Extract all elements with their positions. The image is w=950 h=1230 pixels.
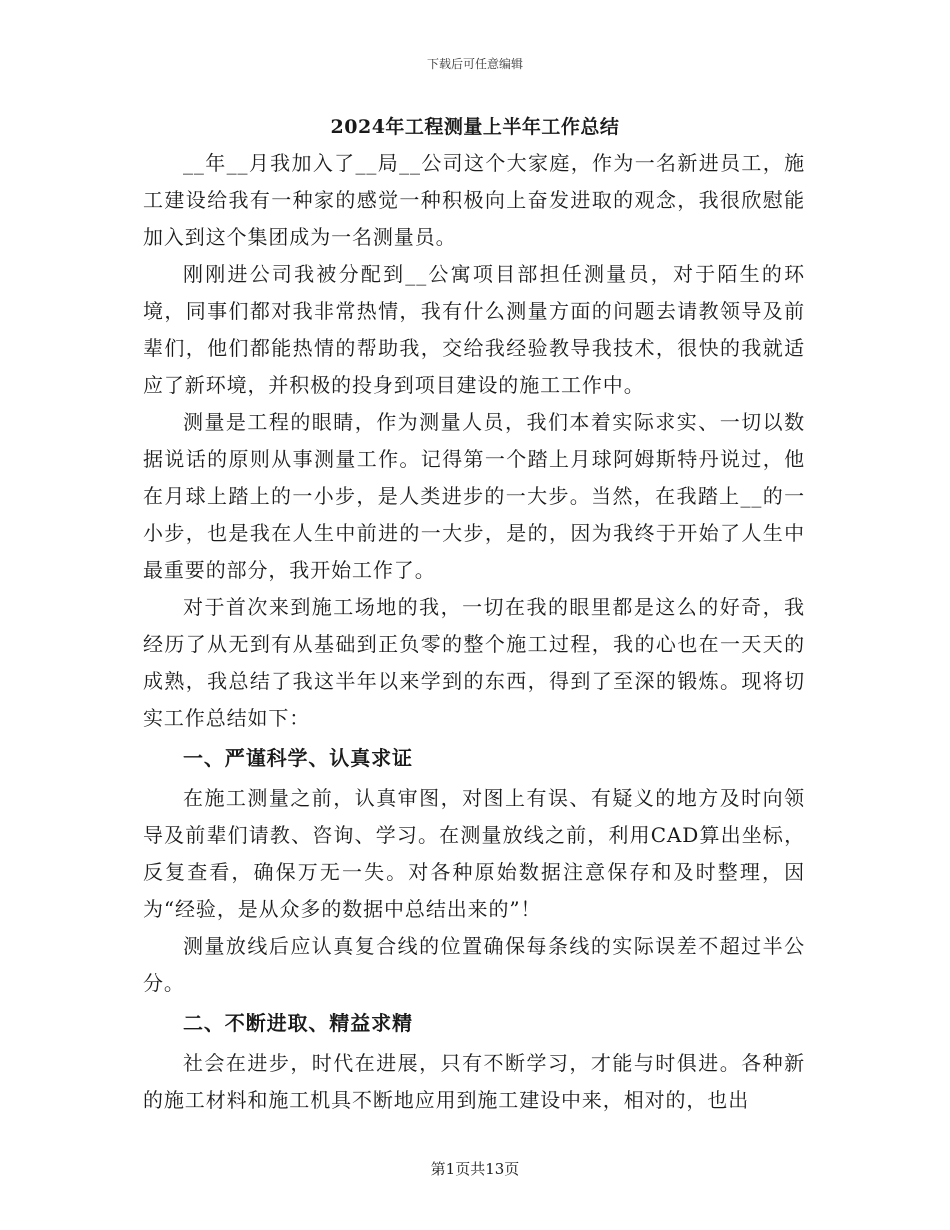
document-title: 2024年工程测量上半年工作总结 [330,116,620,138]
paragraph-4: 对于首次来到施工场地的我，一切在我的眼里都是这么的好奇，我经历了从无到有从基础到正负零的整个施工过程，我的心也在一天天的成熟，我总结了我这半年以来学到的东西，得到了至深的锻炼。现将切实工作总结如下： [143,595,805,730]
paragraph-2: 刚刚进公司我被分配到__公寓项目部担任测量员，对于陌生的环境，同事们都对我非常热情，我有什么测量方面的问题去请教领导及前辈们，他们都能热情的帮助我，交给我经验教导我技术，很快的我就适应了新环境，并积极的投身到项目建设的施工工作中。 [143,262,805,397]
paragraph-1: __年__月我加入了__局__公司这个大家庭，作为一名新进员工，施工建设给我有一种家的感觉一种积极向上奋发进取的观念，我很欣慰能加入到这个集团成为一名测量员。 [143,151,805,249]
document-body [143,145,805,1119]
section-heading-1: 一、严谨科学、认真求证 [183,746,413,770]
paragraph-7: 社会在进步，时代在进展，只有不断学习，才能与时俱进。各种新的施工材料和施工机具不断地应用到施工建设中来，相对的，也出 [143,1051,805,1112]
paragraph-6: 测量放线后应认真复合线的位置确保每条线的实际误差不超过半公分。 [143,934,805,995]
paragraph-3: 测量是工程的眼睛，作为测量人员，我们本着实际求实、一切以数据说话的原则从事测量工作。记得第一个踏上月球阿姆斯特丹说过，他在月球上踏上的一小步，是人类进步的一大步。当然，在我踏上__的一小步，也是我在人生中前进的一大步，是的，因为我终于开始了人生中最重要的部分，我开始工作了。 [143,410,805,582]
page-number: 第1页共13页 [430,1160,520,1178]
section-heading-2: 二、不断进取、精益求精 [183,1011,413,1035]
paragraph-5: 在施工测量之前，认真审图，对图上有误、有疑义的地方及时向领导及前辈们请教、咨询、学习。在测量放线之前，利用CAD算出坐标，反复查看，确保万无一失。对各种原始数据注意保存和及时整理，因为“经验，是从众多的数据中总结出来的”！ [143,786,805,921]
header-note: 下载后可任意编辑 [426,57,523,71]
